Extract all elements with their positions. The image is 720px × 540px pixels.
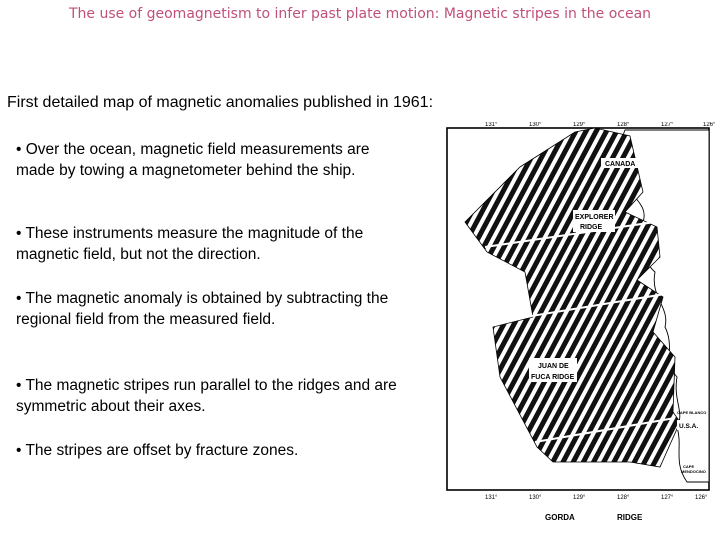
tick-top: 128° — [617, 122, 630, 128]
label-mendocino: MENDOCINO — [681, 469, 706, 474]
tick-bottom: 128° — [617, 495, 630, 501]
label-gorda: GORDA — [545, 513, 575, 522]
label-explorer: EXPLORER — [575, 214, 614, 221]
label-juan-de: JUAN DE — [538, 363, 569, 370]
label-canada: CANADA — [605, 161, 636, 168]
bullet-symmetry: • The magnetic stripes run parallel to the ridges and are symmetric about their axes. — [16, 377, 397, 415]
tick-top: 127° — [661, 122, 674, 128]
tick-bottom: 130° — [529, 495, 542, 501]
bullet-measurement: • Over the ocean, magnetic field measurements are made by towing a magnetometer behind the ship. — [16, 141, 370, 179]
bullet-fracture-zones: • The stripes are offset by fracture zones. — [16, 442, 299, 459]
slide-title: The use of geomagnetism to infer past plate motion: Magnetic stripes in the ocean — [68, 6, 652, 22]
tick-bottom: 126° — [695, 495, 708, 501]
tick-bottom: 129° — [573, 495, 586, 501]
tick-top: 126° — [703, 122, 716, 128]
magnetic-anomaly-map — [425, 122, 720, 534]
bullet-anomaly: • The magnetic anomaly is obtained by subtracting the regional field from the measured field. — [16, 290, 389, 328]
slide-subtitle: First detailed map of magnetic anomalies published in 1961: — [7, 94, 434, 111]
label-fuca-ridge: FUCA RIDGE — [531, 374, 575, 381]
bullet-magnitude: • These instruments measure the magnitude of the magnetic field, but not the direction. — [16, 225, 364, 263]
label-gorda-ridge: RIDGE — [617, 513, 643, 522]
tick-bottom: 131° — [485, 495, 498, 501]
label-explorer-ridge: RIDGE — [580, 224, 603, 231]
label-cape-blanco: CAPE BLANCO — [677, 410, 707, 415]
label-usa: U.S.A. — [679, 423, 699, 430]
label-cape: CAPE — [683, 464, 695, 469]
tick-top: 129° — [573, 122, 586, 128]
tick-bottom: 127° — [661, 495, 674, 501]
tick-top: 130° — [529, 122, 542, 128]
tick-top: 131° — [485, 122, 498, 128]
map-figure — [425, 122, 720, 534]
